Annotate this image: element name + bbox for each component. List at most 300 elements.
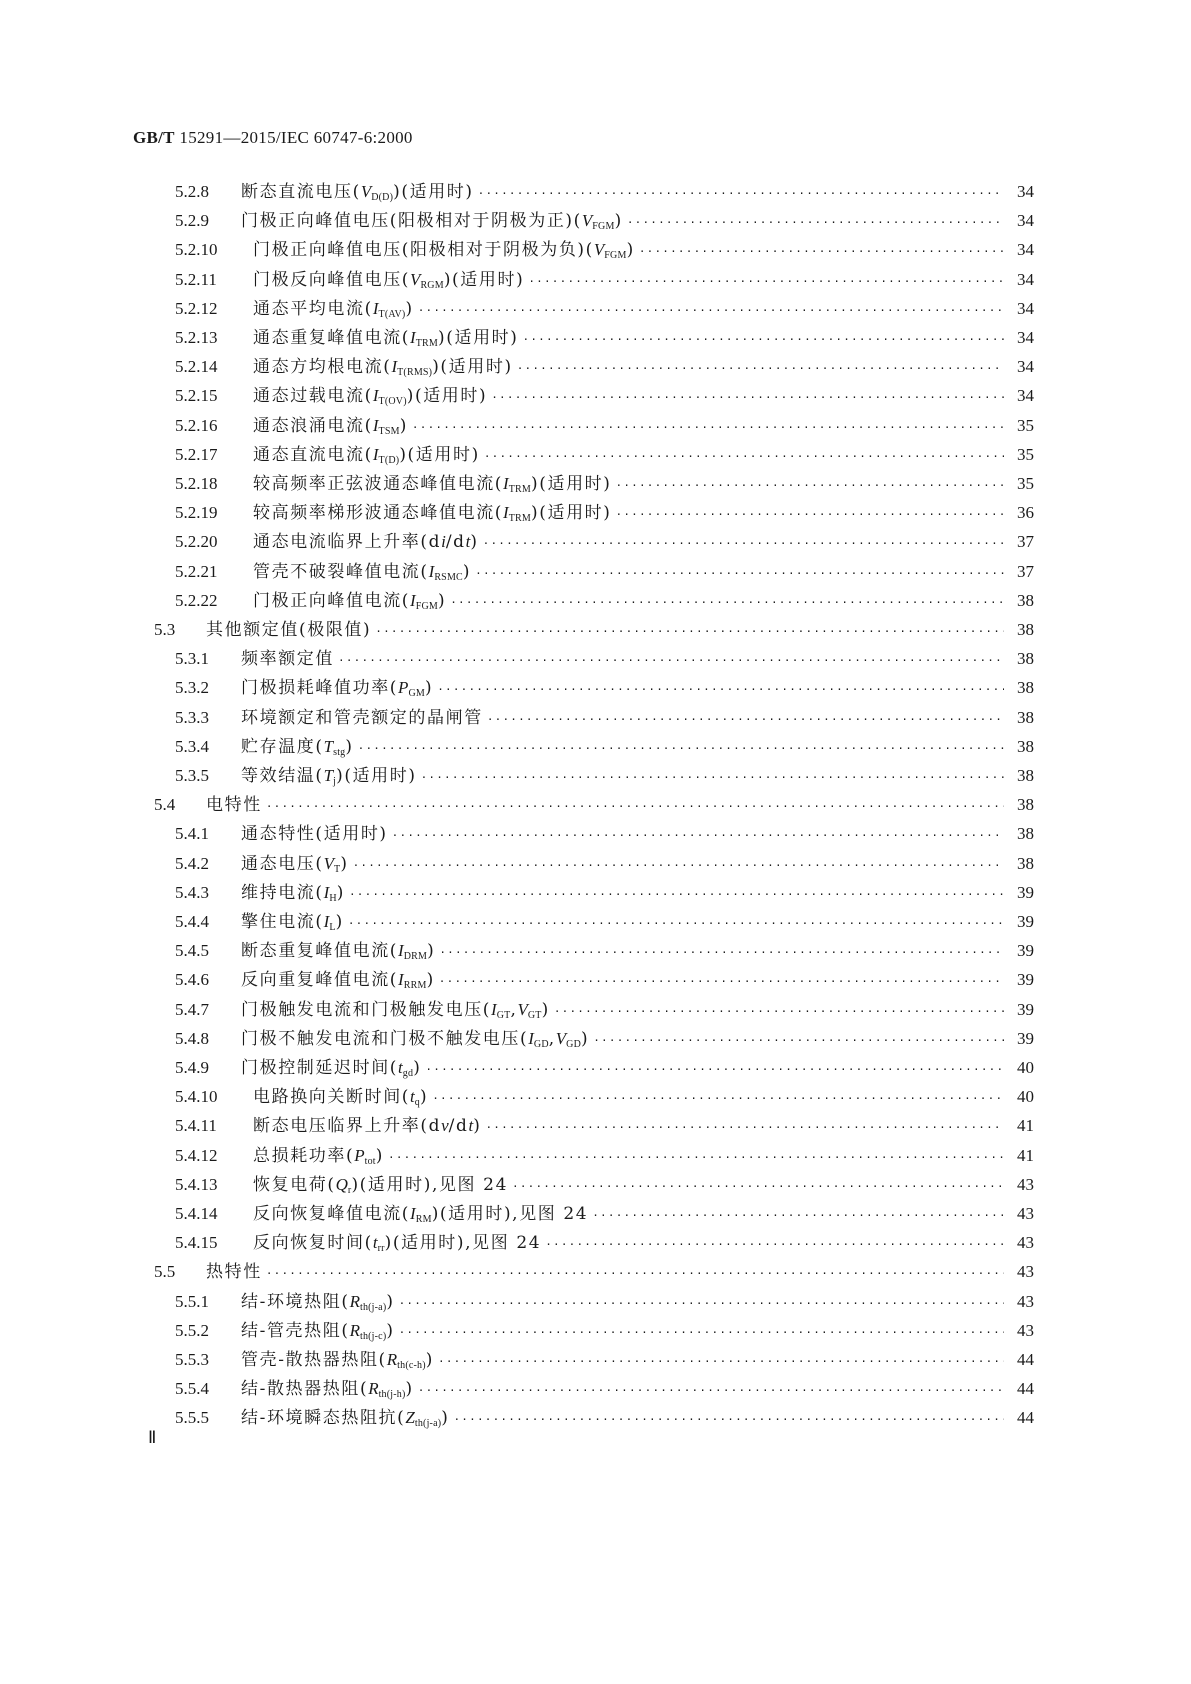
toc-entry-page: 38 [1017,707,1034,727]
toc-entry[interactable] [175,1198,1034,1229]
symbol-subscript: gd [402,1068,414,1079]
title-text: ) [581,1028,590,1049]
title-text: 恢复电荷( [253,1174,336,1195]
toc-entry-number: 5.2.17 [175,444,218,464]
symbol: T [323,736,334,756]
symbol-subscript: T(RMS) [397,367,433,379]
title-text: 擎住电流( [241,912,324,932]
symbol: I [323,912,330,931]
symbol-subscript: RM [415,1214,432,1225]
symbol-subscript: FGM [604,250,627,262]
symbol-subscript: r [347,1184,352,1196]
title-text: ) [345,736,354,757]
toc-entry-number: 5.4.14 [175,1204,218,1223]
toc-entry-number: 5.5.5 [175,1408,209,1428]
symbol-subscript: TRM [415,338,438,349]
title-text: ) [375,1145,385,1166]
toc-entry[interactable] [154,614,1034,645]
title-text: )(适用时) [336,766,417,786]
title-text: ) [426,970,435,991]
title-text: 通态电流临界上升率(d [253,532,442,553]
toc-entry[interactable] [175,556,1034,587]
toc-entry-page: 38 [1017,766,1034,785]
toc-entry-number: 5.4.2 [175,853,209,873]
title-text: 反向恢复峰值电流( [253,1204,411,1224]
title-text: ) [399,415,408,436]
title-text: ) [470,532,479,553]
toc-entry-title [253,526,479,558]
toc-entry[interactable] [175,264,1034,295]
standard-code: 15291—2015/IEC 60747-6:2000 [179,128,413,147]
toc-entry-number: 5.3.2 [175,678,209,698]
standard-prefix: GB/T [133,128,175,147]
title-text: ) [626,240,635,261]
toc-entry-page: 34 [1017,182,1034,201]
toc-entry[interactable] [175,848,1034,879]
symbol-subscript: T(D) [378,454,400,466]
toc-entry-page: 43 [1017,1204,1034,1223]
toc-entry-number: 5.3.4 [175,736,209,756]
title-text: 通态平均电流( [253,298,373,319]
symbol: I [528,1028,534,1048]
symbol-subscript: GD [533,1038,549,1050]
symbol-subscript: stg [333,746,346,758]
title-text: 门极损耗峰值功率( [241,678,399,699]
symbol-subscript: GD [566,1038,581,1050]
toc-entry[interactable] [175,322,1034,353]
toc-entry-page: 43 [1017,1320,1034,1340]
toc-entry-page: 39 [1017,882,1034,902]
title-text: )(适用时) [406,386,488,407]
symbol-subscript: FGM [592,221,615,233]
toc-entry-number: 5.2.20 [175,532,218,552]
toc-entry[interactable] [175,1110,1034,1141]
symbol-subscript: TSM [378,425,400,437]
toc-entry-page: 44 [1017,1408,1034,1428]
symbol-subscript: D(D) [371,192,394,203]
toc-entry-number: 5.3 [154,620,176,639]
toc-entry-title [241,1402,449,1439]
toc-entry-page: 38 [1017,853,1034,873]
toc-entry-number: 5.2.12 [175,298,218,318]
toc-entry-number: 5.4.6 [175,970,209,990]
symbol-subscript: RSMC [434,571,463,583]
toc-entry[interactable] [175,585,1034,616]
symbol-subscript: T [334,863,341,875]
toc-entry[interactable] [175,1023,1034,1054]
title-text: 较高频率正弦波通态峰值电流( [253,474,504,494]
symbol: Z [405,1408,415,1428]
symbol: I [323,882,330,902]
title-text: ) [419,1087,429,1108]
toc-entry-page: 35 [1017,444,1034,464]
symbol: I [410,328,416,347]
symbol: t [468,1116,474,1136]
title-text: 结-管壳热阻( [241,1320,350,1341]
symbol: I [410,1204,416,1223]
toc-entry-number: 5.5.1 [175,1291,209,1311]
symbol-subscript: RRM [403,980,427,992]
title-text: ) [614,211,623,232]
title-text: , [548,1028,556,1049]
toc-entry-title [253,1110,481,1142]
title-text: )(适用时) [438,328,519,348]
title-text: 门极正向峰值电压(阳极相对于阴极为负)( [253,240,594,261]
symbol: P [354,1145,365,1165]
symbol-subscript: th(c-h) [397,1360,426,1371]
symbol: V [581,211,593,231]
title-text: ) [462,561,472,582]
toc-entry-page: 35 [1017,474,1034,493]
title-text: )(适用时) [531,474,612,494]
title-text: 门极反向峰值电压( [253,269,411,290]
title-text: 结-散热器热阻( [241,1379,369,1400]
toc-entry-number: 5.4.7 [175,999,209,1019]
toc-entry[interactable] [175,1373,1034,1404]
symbol: Q [335,1174,348,1194]
symbol-subscript: L [329,922,336,933]
title-text: 门极正向峰值电流( [253,590,411,611]
toc-entry-page: 43 [1017,1174,1034,1194]
title-text: )(适用时),见图 24 [351,1174,508,1195]
title-text: 通态重复峰值电流( [253,328,411,348]
toc-entry[interactable] [175,293,1034,324]
toc-entry-title [241,819,388,850]
symbol: I [428,561,435,581]
toc-entry-page: 34 [1017,240,1034,260]
toc-entry-title [206,615,371,646]
title-text: 电路换向关断时间( [253,1087,411,1108]
toc-entry-number: 5.3.1 [175,649,209,669]
symbol: I [398,941,404,961]
toc-entry[interactable] [175,672,1034,703]
title-text: /d [445,532,466,553]
symbol-subscript: TRM [508,513,531,525]
symbol: I [372,415,379,435]
toc-entry-page: 41 [1017,1145,1034,1165]
toc-entry[interactable] [175,818,1034,849]
title-text: 等效结温( [241,766,324,786]
toc-entry-number: 5.5.3 [175,1350,209,1369]
running-header [133,128,413,148]
symbol: I [391,357,398,377]
symbol: I [491,999,497,1019]
toc-entry[interactable] [175,439,1034,470]
title-text: ) [405,1379,414,1400]
title-text: 管壳-散热器热阻( [241,1350,387,1370]
symbol-subscript: T(AV) [378,308,406,320]
title-text: 断态直流电压( [241,182,361,202]
toc-entry-page: 34 [1017,328,1034,347]
page-number: Ⅱ [148,1428,157,1447]
symbol: v [441,1116,449,1136]
title-text: ) [473,1116,482,1137]
symbol-subscript: FGM [415,600,438,612]
symbol: P [398,678,409,698]
title-text: 通态浪涌电流( [253,415,373,436]
toc-entry[interactable] [175,176,1034,207]
toc-entry-number: 5.3.3 [175,707,209,727]
toc-entry-page: 43 [1017,1262,1034,1282]
toc-entry[interactable] [175,731,1034,762]
toc-entry-number: 5.2.21 [175,561,218,581]
title-text: ) [386,1291,395,1312]
symbol-subscript: th(j-c) [359,1330,387,1342]
toc-entry-page: 38 [1017,620,1034,639]
toc-entry-number: 5.2.14 [175,357,218,377]
toc-entry-number: 5.2.13 [175,328,218,347]
toc-entry[interactable] [175,1344,1034,1375]
title-text: 通态直流电流( [253,444,373,465]
toc-entry-number: 5.2.18 [175,474,218,493]
symbol-subscript: rr [377,1243,385,1255]
toc-entry-number: 5.4.3 [175,882,209,902]
title-text: ) [424,678,434,699]
title-text: 门极控制延迟时间( [241,1058,399,1078]
symbol: V [555,1028,567,1048]
toc-entry-page: 40 [1017,1058,1034,1077]
symbol-subscript: q [414,1097,420,1109]
symbol: t [372,1233,378,1253]
toc-entry-number: 5.4.8 [175,1028,209,1048]
symbol: R [368,1379,379,1399]
symbol: I [372,298,379,318]
symbol: I [503,503,509,523]
toc-entry-number: 5.4.1 [175,824,209,844]
toc-entry-page: 38 [1017,649,1034,669]
toc-entry[interactable] [175,1081,1034,1112]
toc-entry-number: 5.4.11 [175,1116,217,1136]
toc-entry-page: 34 [1017,269,1034,289]
title-text: 反向重复峰值电流( [241,970,399,991]
symbol-subscript: H [329,892,337,904]
toc-entry-page: 37 [1017,532,1034,552]
title-text: ) [425,1350,435,1370]
title-text: ) [541,999,550,1020]
dot-leader [453,1404,1004,1435]
symbol: I [398,970,404,990]
symbol-subscript: GT [527,1009,542,1021]
symbol: V [593,240,605,260]
title-text: 门极正向峰值电压(阳极相对于阴极为正)( [241,211,582,232]
toc-entry-title [241,644,334,675]
title-text: ) [386,1320,395,1341]
title-text: /d [448,1116,469,1137]
symbol: R [386,1350,398,1369]
symbol-subscript: RGM [420,279,444,291]
toc-entry-page: 34 [1017,357,1034,377]
toc-entry[interactable] [175,877,1034,908]
toc-entry-number: 5.2.10 [175,240,218,260]
symbol: I [410,590,416,610]
symbol-subscript: th(j-a) [414,1418,442,1430]
title-text: 频率额定值 [241,649,334,670]
toc-entry-page: 36 [1017,503,1034,523]
title-text: ) [427,941,436,962]
toc-entry[interactable] [154,789,1034,820]
title-text: 通态电压( [241,853,324,874]
title-text: )(适用时),见图 24 [384,1233,542,1254]
toc-entry[interactable] [175,760,1034,791]
toc-entry-number: 5.2.15 [175,386,218,406]
toc-entry[interactable] [175,1402,1034,1433]
toc-entry-page: 44 [1017,1379,1034,1399]
title-text: 结-环境热阻( [241,1291,350,1312]
toc-entry-number: 5.4.5 [175,941,209,961]
toc-entry-number: 5.4.13 [175,1174,218,1194]
title-text: 反向恢复时间( [253,1233,373,1254]
toc-entry-number: 5.2.19 [175,503,218,523]
title-text: 总损耗功率( [253,1145,355,1166]
toc-entry[interactable] [175,351,1034,382]
toc-entry-number: 5.4 [154,795,176,815]
toc-entry-number: 5.2.11 [175,269,217,289]
toc-entry[interactable] [175,964,1034,995]
toc-entry-page: 37 [1017,561,1034,581]
title-text: ) [340,853,349,874]
toc-entry-title [241,703,483,734]
toc-entry-page: 35 [1017,415,1034,435]
title-text: ) [405,298,414,319]
toc-entry[interactable] [175,1227,1034,1258]
toc-entry[interactable] [175,994,1034,1025]
title-text: 电特性 [206,795,262,816]
title-text: ) [336,882,345,903]
symbol: I [503,474,509,493]
toc-entry-page: 43 [1017,1233,1034,1253]
title-text: 管壳不破裂峰值电流( [253,561,429,582]
toc-entry-page: 34 [1017,298,1034,318]
toc-entry-number: 5.5.4 [175,1379,209,1399]
toc-entry[interactable] [175,1169,1034,1200]
toc-entry-page: 44 [1017,1350,1034,1369]
toc-entry-page: 38 [1017,795,1034,815]
symbol: V [323,853,335,873]
symbol-subscript: T(OV) [378,396,407,408]
toc-entry-page: 40 [1017,1087,1034,1107]
title-text: )(适用时) [531,503,612,524]
toc-entry-number: 5.4.4 [175,912,209,931]
symbol: I [372,386,379,406]
toc-entry[interactable] [175,497,1034,528]
symbol-subscript: GM [408,688,425,700]
toc-entry-page: 38 [1017,678,1034,698]
toc-entry-page: 34 [1017,211,1034,231]
symbol: i [441,532,446,552]
symbol: t [398,1058,403,1077]
toc-entry[interactable] [175,468,1034,499]
title-text: , [510,999,518,1020]
symbol-subscript: j [333,776,337,787]
title-text: 通态方均根电流( [253,357,392,378]
title-text: 结-环境瞬态热阻抗( [241,1408,406,1429]
title-text: )(适用时) [393,182,474,202]
toc-entry-number: 5.4.9 [175,1058,209,1077]
toc-entry-number: 5.5.2 [175,1320,209,1340]
title-text: )(适用时) [432,357,513,378]
title-text: 维持电流( [241,882,324,903]
toc-entry-number: 5.2.22 [175,590,218,610]
title-text: ) [438,590,447,611]
symbol-subscript: TRM [508,484,531,495]
toc-entry-page: 38 [1017,824,1034,844]
toc-entry-page: 39 [1017,1028,1034,1048]
title-text: 贮存温度( [241,736,324,757]
symbol-subscript: GT [496,1009,511,1021]
title-text: 环境额定和管壳额定的晶闸管 [241,707,483,728]
title-text: 较高频率梯形波通态峰值电流( [253,503,504,524]
toc-entry-page: 39 [1017,941,1034,961]
symbol: V [517,999,528,1019]
symbol: t [410,1087,415,1107]
symbol: t [465,532,471,552]
symbol-subscript: DRM [403,951,428,963]
toc-entry[interactable] [175,1052,1034,1083]
symbol-subscript: th(j-h) [378,1389,406,1401]
title-text: )(适用时) [399,444,480,465]
toc-entry-number: 5.4.15 [175,1233,218,1253]
title-text: ) [413,1058,422,1078]
title-text: 断态电压临界上升率(d [253,1116,442,1137]
toc-entry-number: 5.3.5 [175,766,209,785]
toc-entry[interactable] [154,1256,1034,1287]
toc-entry[interactable] [175,380,1034,411]
toc-entry[interactable] [175,1286,1034,1317]
toc-entry[interactable] [175,1315,1034,1346]
title-text: )(适用时),见图 24 [431,1204,589,1224]
symbol-subscript: tot [364,1155,376,1167]
toc-entry-number: 5.2.8 [175,182,209,201]
toc-entry-page: 39 [1017,970,1034,990]
title-text: 热特性 [206,1262,262,1283]
toc-entry-number: 5.2.16 [175,415,218,435]
toc-entry-number: 5.2.9 [175,211,209,231]
toc-entry-page: 34 [1017,386,1034,406]
toc-entry[interactable] [175,526,1034,557]
title-text: ) [441,1408,450,1429]
toc-entry-number: 5.4.10 [175,1087,218,1107]
toc-entry-number: 5.5 [154,1262,176,1282]
toc-entry-number: 5.4.12 [175,1145,218,1165]
title-text: 门极触发电流和门极触发电压( [241,999,492,1020]
toc-entry[interactable] [175,410,1034,441]
toc-entry[interactable] [175,643,1034,674]
toc-entry-page: 38 [1017,736,1034,756]
symbol: I [372,444,379,464]
toc-entry[interactable] [175,205,1034,236]
toc-entry[interactable] [175,234,1034,265]
toc-entry-page: 43 [1017,1291,1034,1311]
toc-entry[interactable] [175,935,1034,966]
title-text: 其他额定值(极限值) [206,620,372,640]
symbol: T [323,766,334,785]
title-text: 门极不触发电流和门极不触发电压( [241,1028,529,1049]
title-text: 通态特性(适用时) [241,824,388,845]
title-text: 通态过载电流( [253,386,373,407]
toc-entry-page: 39 [1017,999,1034,1019]
symbol: R [349,1291,360,1311]
toc-entry[interactable] [175,1140,1034,1171]
toc-entry-page: 39 [1017,912,1034,931]
symbol: R [349,1320,360,1340]
symbol-subscript: th(j-a) [359,1301,387,1313]
toc-entry-title [206,790,262,821]
toc-entry-title [206,1257,262,1288]
toc-entry[interactable] [175,702,1034,733]
title-text: 断态重复峰值电流( [241,941,399,962]
toc-entry-page: 38 [1017,590,1034,610]
toc-entry[interactable] [175,906,1034,937]
